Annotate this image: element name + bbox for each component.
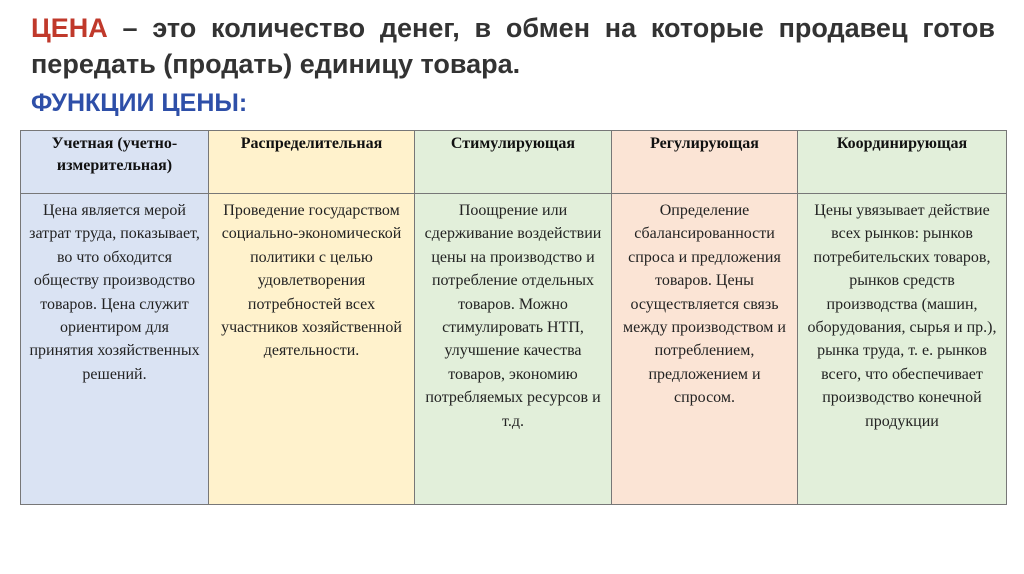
functions-heading: ФУНКЦИИ ЦЕНЫ: bbox=[31, 89, 248, 117]
cell-accounting: Цена является мерой затрат труда, показывает, во что обходится обществу производство товаров. Цена служит ориентиром для принятия хозяйственных решений. bbox=[21, 194, 209, 505]
price-definition bbox=[31, 10, 995, 82]
table-header-row bbox=[21, 131, 1007, 194]
definition-term: ЦЕНА bbox=[31, 13, 108, 43]
cell-regulating: Определение сбалансированности спроса и предложения товаров. Цены осуществляется связь между производством и потреблением, предложением и спросом. bbox=[612, 194, 798, 505]
header-coordinating: Координирующая bbox=[798, 131, 1007, 194]
price-functions-table bbox=[20, 130, 1007, 505]
header-distributive: Распределительная bbox=[209, 131, 415, 194]
header-accounting: Учетная (учетно-измерительная) bbox=[21, 131, 209, 194]
definition-text: – это количество денег, в обмен на которые продавец готов передать (продать) единицу товара. bbox=[31, 13, 995, 79]
cell-distributive: Проведение государством социально-экономической политики с целью удовлетворения потребностей всех участников хозяйственной деятельности. bbox=[209, 194, 415, 505]
cell-coordinating: Цены увязывает действие всех рынков: рынков потребительских товаров, рынков средств производства (машин, оборудования, сырья и пр.), рынка труда, т. е. рынков всего, что обеспечивает производство конечной продукции bbox=[798, 194, 1007, 505]
cell-stimulating: Поощрение или сдерживание воздействии цены на производство и потребление отдельных товаров. Можно стимулировать НТП, улучшение качества товаров, экономию потребляемых ресурсов и т.д. bbox=[415, 194, 612, 505]
header-regulating: Регулирующая bbox=[612, 131, 798, 194]
table-row bbox=[21, 194, 1007, 505]
header-stimulating: Стимулирующая bbox=[415, 131, 612, 194]
